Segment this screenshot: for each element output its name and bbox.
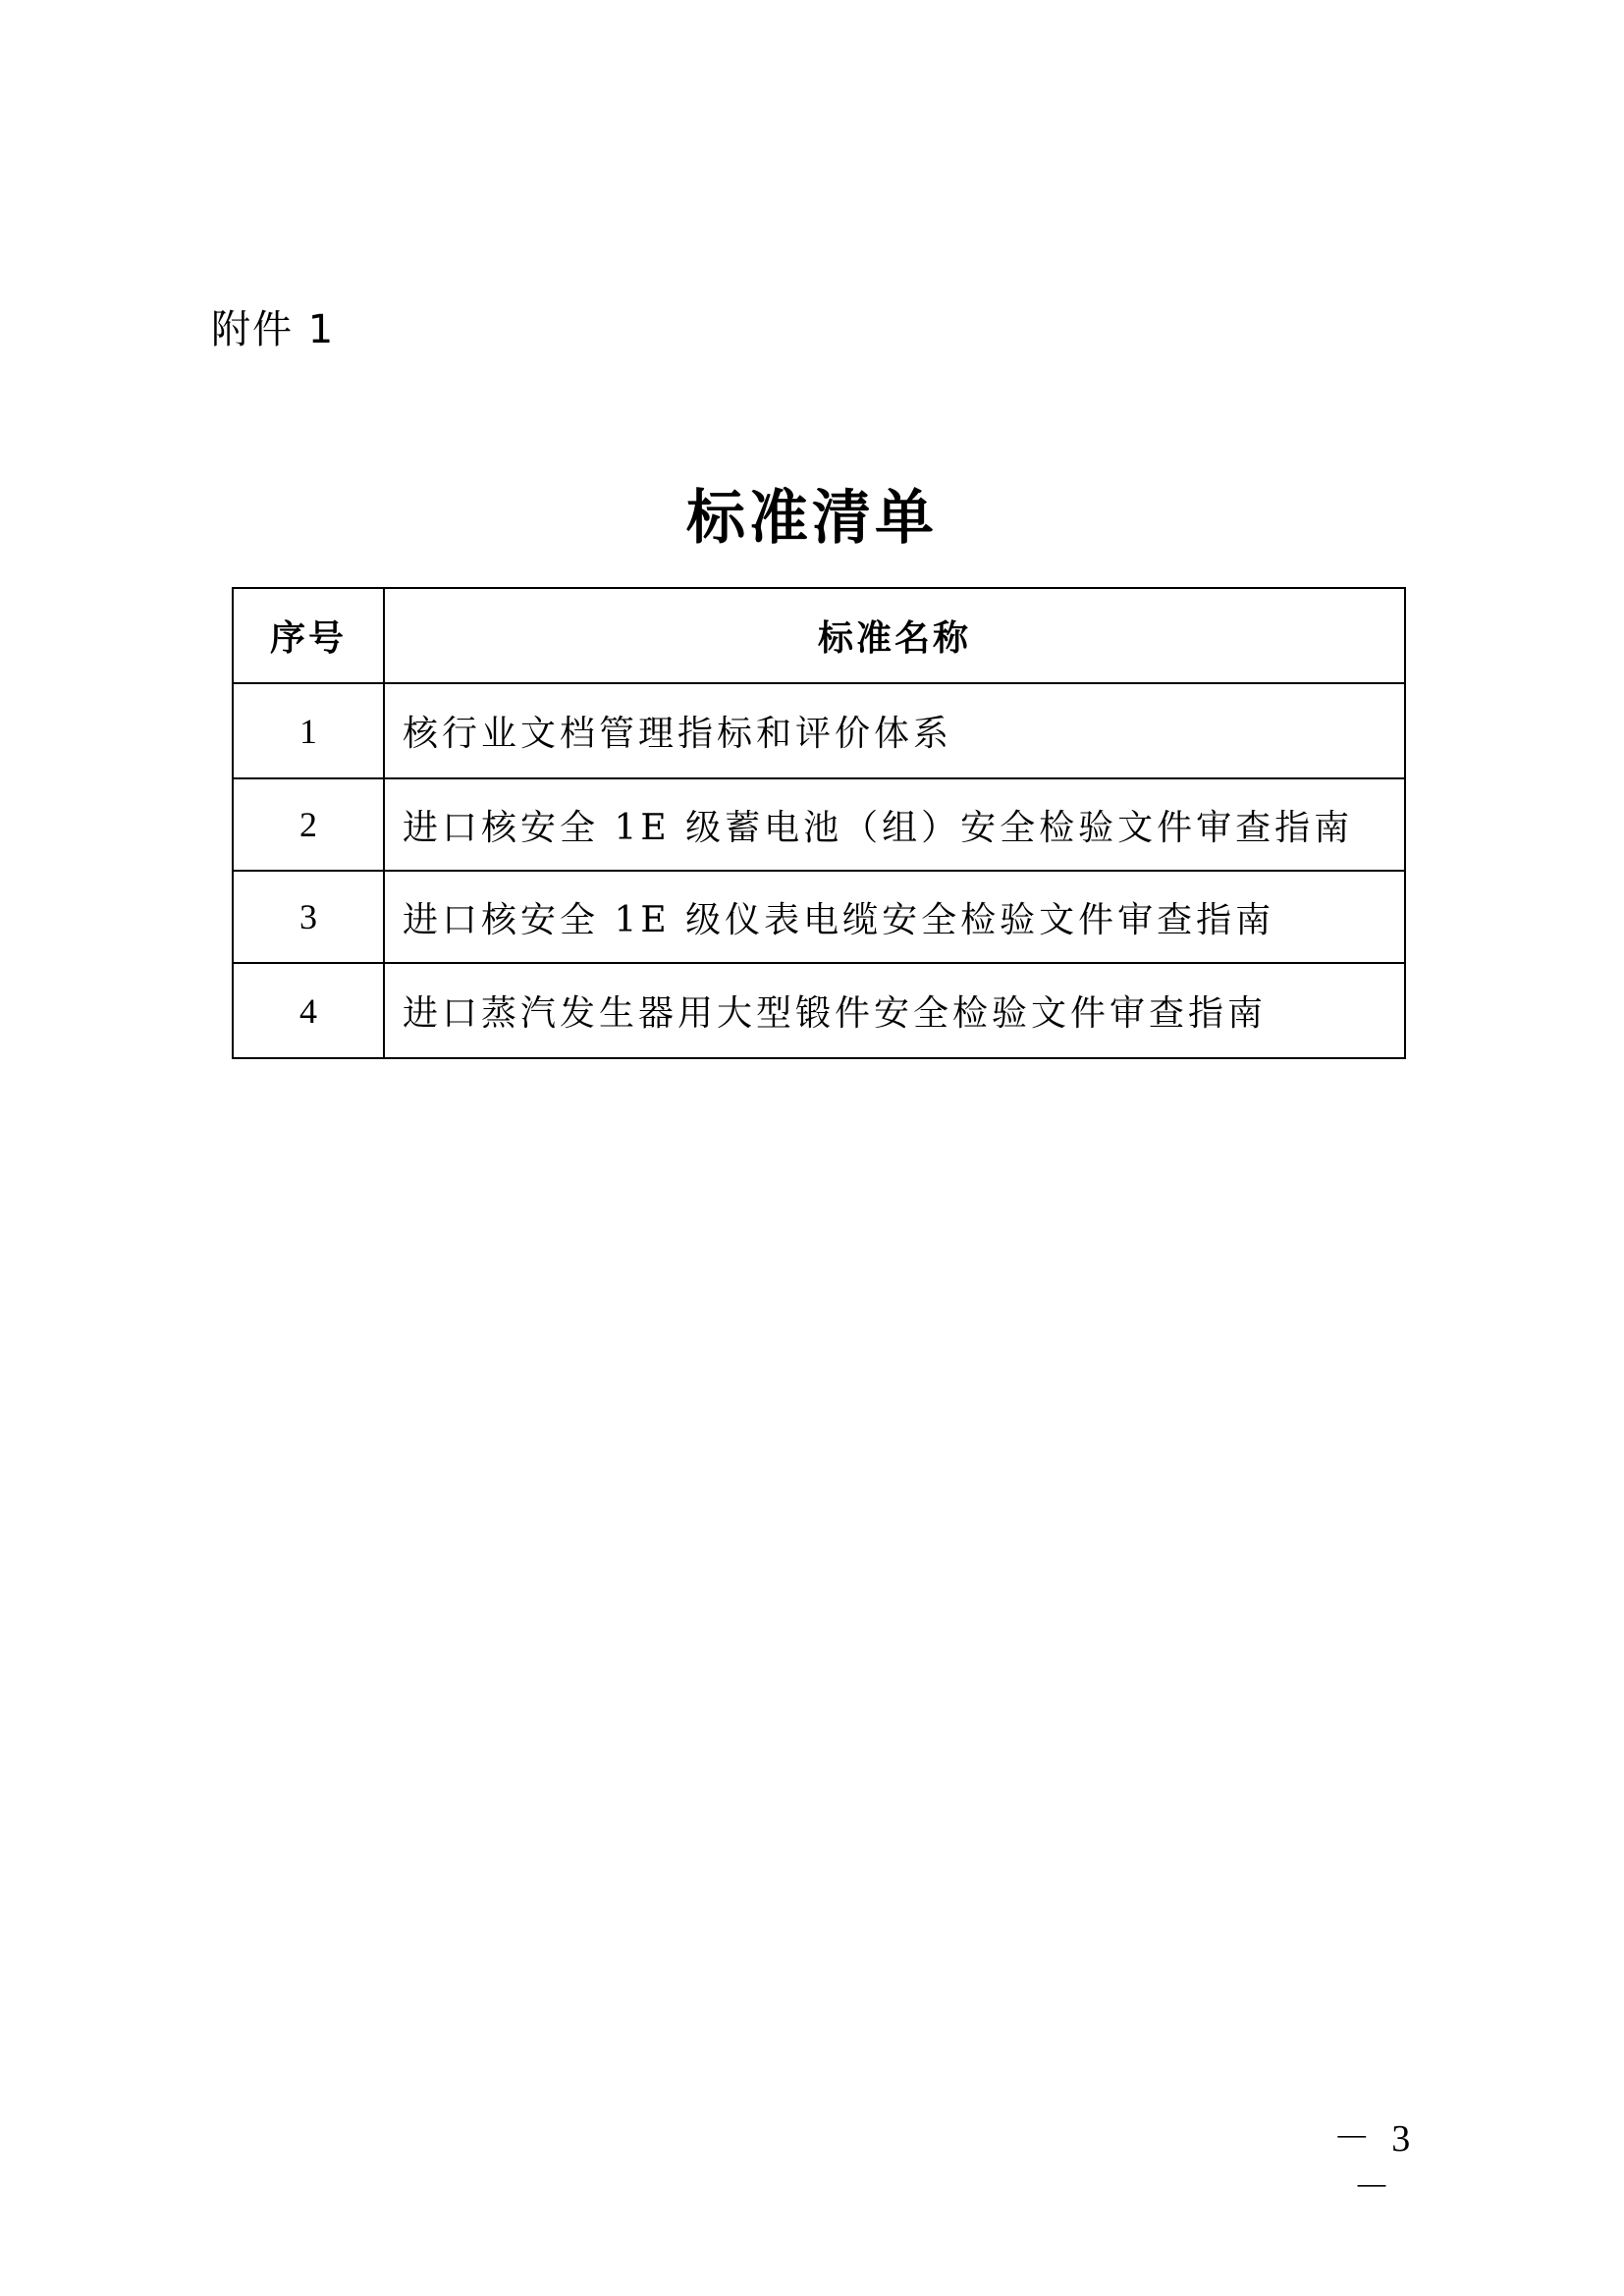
row-number: 1 [233, 683, 384, 778]
attachment-label: 附件 1 [211, 307, 336, 352]
row-number: 3 [233, 871, 384, 963]
row-number: 4 [233, 963, 384, 1058]
standards-table [232, 587, 1406, 1059]
table-row [233, 963, 1405, 1058]
column-header-number: 序号 [233, 588, 384, 683]
column-header-name: 标准名称 [384, 588, 1405, 683]
document-title: 标准清单 [686, 484, 938, 553]
row-number: 2 [233, 778, 384, 871]
table-header-row [233, 588, 1405, 683]
page-number: － 3 － [1332, 2118, 1417, 2209]
table-row [233, 778, 1405, 871]
table-row [233, 871, 1405, 963]
standard-name: 进口核安全 1E 级仪表电缆安全检验文件审查指南 [384, 871, 1405, 963]
standard-name: 进口核安全 1E 级蓄电池（组）安全检验文件审查指南 [384, 778, 1405, 871]
standard-name: 核行业文档管理指标和评价体系 [384, 683, 1405, 778]
table-row [233, 683, 1405, 778]
standard-name: 进口蒸汽发生器用大型锻件安全检验文件审查指南 [384, 963, 1405, 1058]
